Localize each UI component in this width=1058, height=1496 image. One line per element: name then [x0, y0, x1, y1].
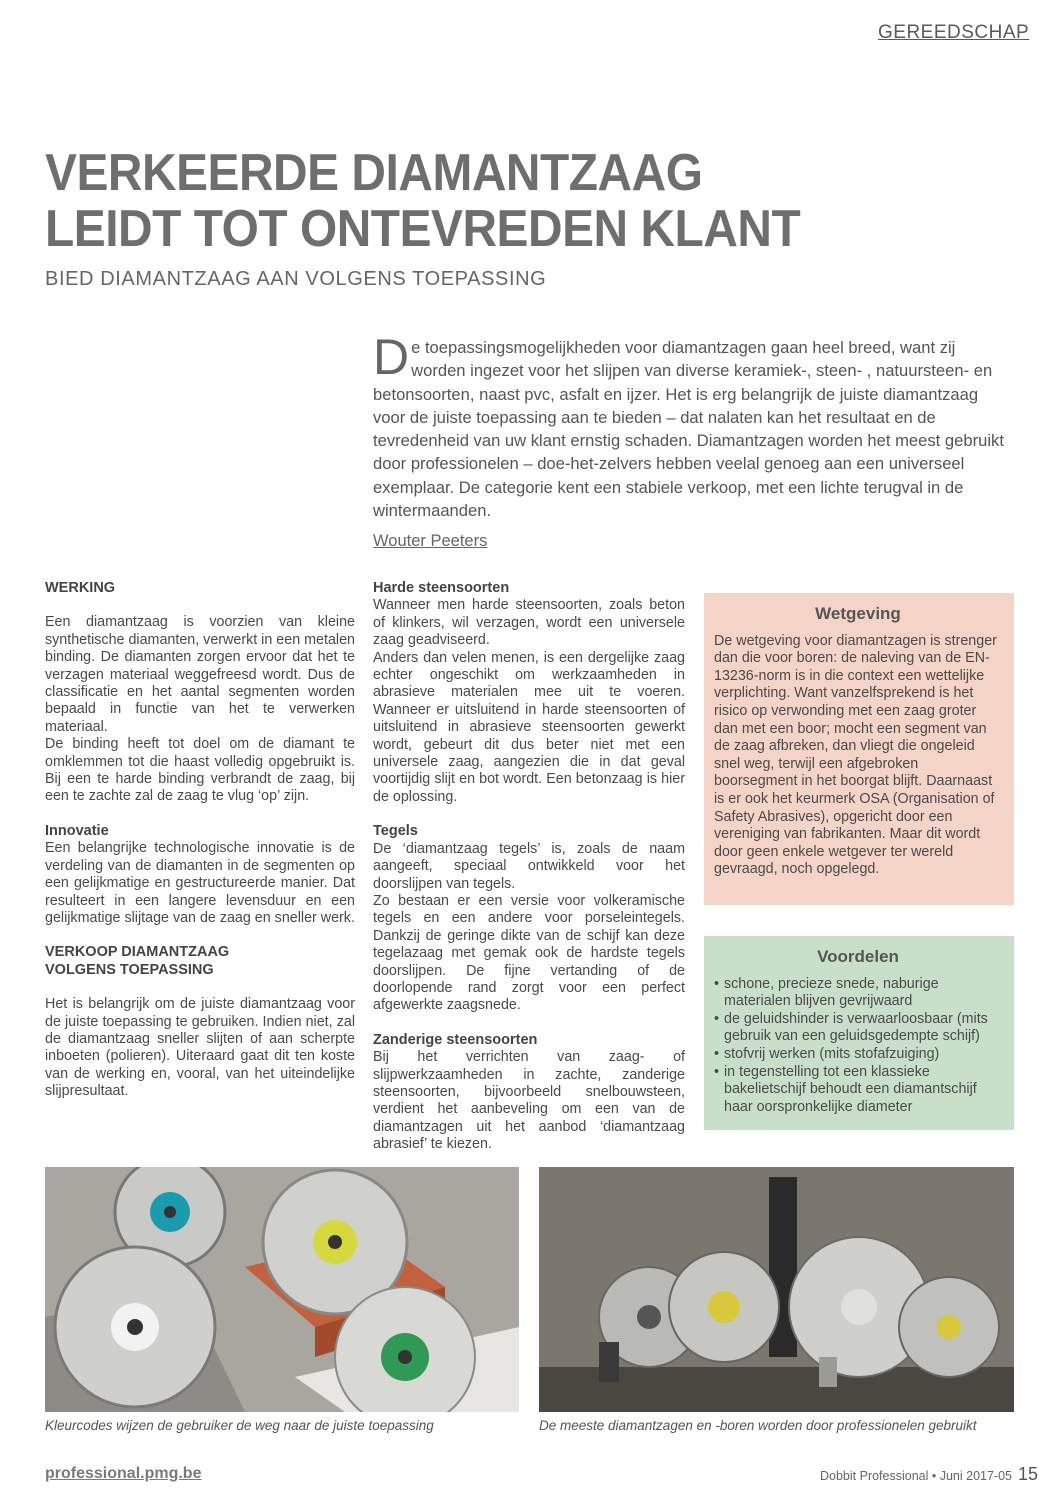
- heading-tegels: Tegels: [373, 823, 418, 840]
- list-item: • schone, precieze snede, naburige materialen blijven gevrijwaard: [714, 976, 1002, 1011]
- section-label: GEREEDSCHAP: [878, 22, 1030, 43]
- list-item: • stofvrij werken (mits stofafzuiging): [714, 1046, 1002, 1064]
- title-line-2: LEIDT TOT ONTEVREDEN KLANT: [45, 200, 801, 258]
- list-item: • de geluidshinder is verwaarloosbaar (mits gebruik van een geluidsgedempte schijf): [714, 1011, 1002, 1046]
- paragraph: Wanneer men harde steensoorten, zoals beton of klinkers, wil verzagen, wordt een universele zaag geadviseerd.: [373, 597, 685, 649]
- column-2: [373, 580, 685, 1154]
- wetgeving-box: [704, 593, 1014, 905]
- paragraph: Anders dan velen menen, is een dergelijke zaag echter ongeschikt om werkzaamheden in abrasieve materialen mee uit te voeren. Wanneer er uitsluitend in harde steensoorten of uitsluitend in abrasieve steensoorten gewerkt wordt, gebeurt dit dus beter niet met een universele zaag, aangezien die in dat geval voortijdig slijt en bot wordt. Een betonzaag is hier de oplossing.: [373, 649, 685, 805]
- photo-saws-and-drills-illustration: [539, 1167, 1014, 1412]
- caption-photo-1: Kleurcodes wijzen de gebruiker de weg naar de juiste toepassing: [45, 1418, 434, 1433]
- footer-publication: [820, 1464, 1038, 1485]
- photo-saw-blades-illustration: [45, 1167, 519, 1412]
- wetgeving-text: De wetgeving voor diamantzagen is strenger dan die voor boren: de naleving van de EN-13236-norm is in die context een wettelijke verplichting. Want vanzelfsprekend is het risico op verwonding met een zaag groter dan met een boor; mocht een segment van de zaag afbreken, dan vliegt die ongeleid snel weg, terwijl een afgebroken boorsegment in het boorgat blijft. Daarnaast is er ook het keurmerk OSA (Organisation of Safety Abrasives), opgericht door een vereniging van fabrikanten. Maar dit wordt door geen enkele wetgever ter wereld gevraagd, noch opgelegd.: [714, 632, 997, 878]
- heading-werking: WERKING: [45, 580, 116, 596]
- drop-cap: D: [373, 329, 410, 385]
- page-number: 15: [1018, 1464, 1039, 1484]
- intro-text: e toepassingsmogelijkheden voor diamantzagen gaan heel breed, want zij worden ingezet voor het slijpen van diverse keramiek-, steen- , natuursteen- en betonsoorten, naast pvc, asfalt en ijzer. Het is erg belangrijk de juiste diamantzaag voor de juiste toepassing aan te bieden – dat nalaten kan het resultaat en de tevredenheid van uw klant ernstig schaden. Diamantzagen worden het meest gebruikt door professionelen – doe-het-zelvers hebben veelal genoeg aan een universeel exemplaar. De categorie kent een stabiele verkoop, met een lichte terugval in de wintermaanden.: [373, 338, 1004, 521]
- paragraph: Zo bestaan er een versie voor volkeramische tegels en een andere voor porseleintegels. Dankzij de geringe dikte van de schijf kan deze tegelazaag met gemak ook de hardste tegels doorslijpen. De fijne vertanding of de doorlopende rand zorgt voor een perfect afgewerkte zaagsnede.: [373, 892, 685, 1014]
- paragraph: Een belangrijke technologische innovatie is de verdeling van de diamanten in de segmenten op een gelijkmatige en gestructureerde manier. Dat resulteert in een langere levensduur en een gelijkmatige slijtage van de zaag en sneller werk.: [45, 840, 355, 926]
- paragraph: Een diamantzaag is voorzien van kleine synthetische diamanten, verwerkt in een metalen binding. De diamanten zorgen ervoor dat het te verzagen materiaal weggefreesd wordt. Dus de classificatie en het aantal segmenten worden bepaald in functie van het te verwerken materiaal.: [45, 614, 355, 735]
- heading-verkoop-line1: VERKOOP DIAMANTZAAG: [45, 944, 230, 961]
- paragraph: Het is belangrijk om de juiste diamantzaag voor de juiste toepassing te gebruiken. Indien niet, zal de diamantzaag sneller slijten of aan scherpte inboeten (polieren). Uiteraard gaat dit ten koste van de werking en, vooral, van het uiteindelijke slijpresultaat.: [45, 996, 355, 1100]
- voordelen-list: [714, 976, 1002, 1117]
- paragraph: De binding heeft tot doel om de diamant te omklemmen tot die haast volledig opgebruikt is. Bij een te harde binding verbrandt de zaag, bij een te zachte zal de zaag te vlug ‘op’ zijn.: [45, 736, 355, 805]
- title-line-1: VERKEERDE DIAMANTZAAG: [45, 144, 703, 202]
- heading-verkoop: [45, 944, 355, 979]
- footer-website-link[interactable]: professional.pmg.be: [45, 1465, 202, 1482]
- article-title: [45, 145, 873, 257]
- heading-zanderige-steensoorten: Zanderige steensoorten: [373, 1031, 538, 1048]
- heading-innovatie: Innovatie: [45, 822, 109, 839]
- publication-info: Dobbit Professional • Juni 2017-05: [820, 1469, 1012, 1483]
- voordelen-box: [704, 936, 1014, 1130]
- article-subtitle: BIED DIAMANTZAAG AAN VOLGENS TOEPASSING: [45, 268, 547, 290]
- caption-photo-2: De meeste diamantzagen en -boren worden door professionelen gebruikt: [539, 1418, 977, 1433]
- voordelen-title: Voordelen: [817, 947, 899, 966]
- wetgeving-title: Wetgeving: [815, 604, 901, 623]
- photo-saws-and-drills: [539, 1167, 1014, 1412]
- paragraph: Bij het verrichten van zaag- of slijpwerkzaamheden in zachte, zanderige steensoorten, bijvoorbeeld snelbouwsteen, verdient het aanbeveling om een van de diamantzagen uit het aanbod ‘diamantzaag abrasief’ te kiezen.: [373, 1049, 685, 1153]
- heading-harde-steensoorten: Harde steensoorten: [373, 580, 510, 596]
- list-item: • in tegenstelling tot een klassieke bakelietschijf behoudt een diamantschijf haar oorspronkelijke diameter: [714, 1064, 1002, 1117]
- heading-verkoop-line2: VOLGENS TOEPASSING: [45, 961, 214, 978]
- photo-saw-blades: [45, 1167, 519, 1412]
- column-1: [45, 580, 355, 1101]
- intro-paragraph: [373, 329, 1008, 522]
- author-link[interactable]: Wouter Peeters: [373, 532, 488, 550]
- paragraph: De ‘diamantzaag tegels’ is, zoals de naam aangeeft, speciaal ontwikkeld voor het doorslijpen van tegels.: [373, 840, 685, 892]
